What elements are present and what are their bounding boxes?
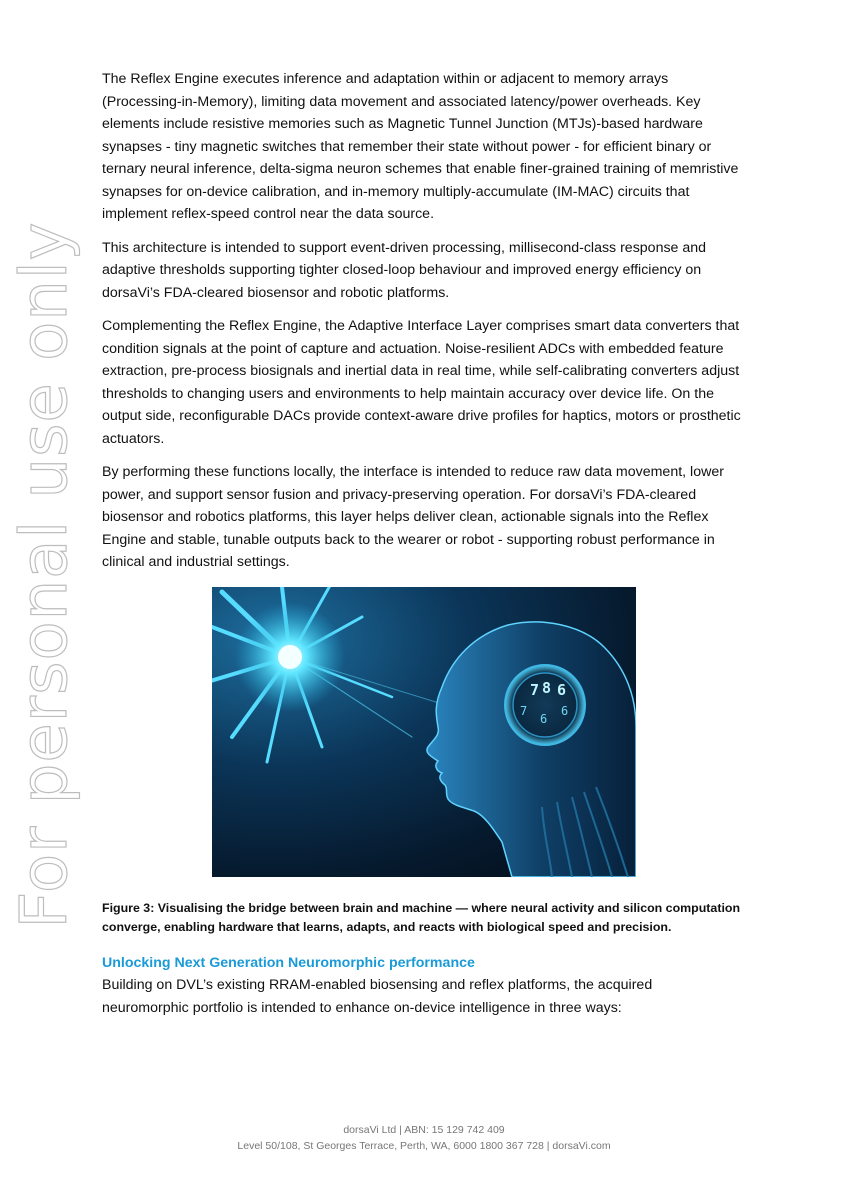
dial-digit: 8: [542, 678, 552, 697]
page-footer: [0, 1122, 848, 1154]
dial-circle: [505, 665, 585, 745]
paragraph-local-processing: By performing these functions locally, the interface is intended to reduce raw data movement, lower power, and support sensor fusion and privacy-preserving operation. For dorsaVi’s FDA-cleared biosensor and robotics platforms, this layer helps deliver clean, actionable signals into the Reflex Engine and stable, tunable outputs back to the wearer or robot - supporting robust performance in clinical and industrial settings.: [102, 464, 724, 570]
section-heading: Unlocking Next Generation Neuromorphic performance: [102, 954, 475, 971]
brain-machine-illustration: [212, 587, 636, 877]
paragraph-reflex-engine: The Reflex Engine executes inference and adaptation within or adjacent to memory arrays (Processing-in-Memory), limiting data movement and associated latency/power overheads. Key elements include resistive memories such as Magnetic Tunnel Junction (MTJs)-based hardware synapses - tiny magnetic switches that remember their state without power - for efficient binary or ternary neural inference, delta-sigma neuron schemes that enable finer-grained training of memristive synapses for on-device calibration, and in-memory multiply-accumulate (IM-MAC) circuits that implement reflex-speed control near the data source.: [102, 71, 739, 222]
paragraph-next-generation: Building on DVL’s existing RRAM-enabled biosensing and reflex platforms, the acquired neuromorphic portfolio is intended to enhance on-device intelligence in three ways:: [102, 977, 653, 1016]
dial-digit: 6: [540, 711, 548, 726]
dial-digit: 7: [530, 680, 540, 699]
paragraph-architecture: This architecture is intended to support event-driven processing, millisecond-class response and adaptive thresholds supporting tighter closed-loop behaviour and improved energy efficiency on dorsaVi’s FDA-cleared biosensor and robotic platforms.: [102, 239, 707, 301]
dial-digit: 7: [520, 703, 528, 718]
figure-caption: Figure 3: Visualising the bridge between brain and machine — where neural activity and silicon computation converge, enabling hardware that learns, adapts, and reacts with biological speed and precision.: [102, 900, 741, 934]
paragraph-adaptive-interface: Complementing the Reflex Engine, the Adaptive Interface Layer comprises smart data converters that condition signals at the point of capture and actuation. Noise-resilient ADCs with embedded feature extraction, pre-process biosignals and inertial data in real time, while self-calibrating converters adjust thresholds to changing users and environments to help maintain accuracy over device life. On the output side, reconfigurable DACs provide context-aware drive profiles for haptics, motors or prosthetic actuators.: [102, 318, 741, 447]
document-body: [102, 68, 742, 1030]
head-silhouette: [427, 621, 636, 876]
watermark-text: For personal use only: [8, 221, 82, 929]
watermark: [0, 175, 90, 975]
dial-digit: 6: [561, 703, 569, 718]
footer-company-line: dorsaVi Ltd | ABN: 15 129 742 409: [343, 1124, 505, 1136]
figure-brain-machine-image: [212, 587, 636, 877]
footer-address-line: Level 50/108, St Georges Terrace, Perth, WA, 6000 1800 367 728 | dorsaVi.com: [237, 1140, 611, 1152]
dial-digit: 6: [557, 680, 567, 699]
